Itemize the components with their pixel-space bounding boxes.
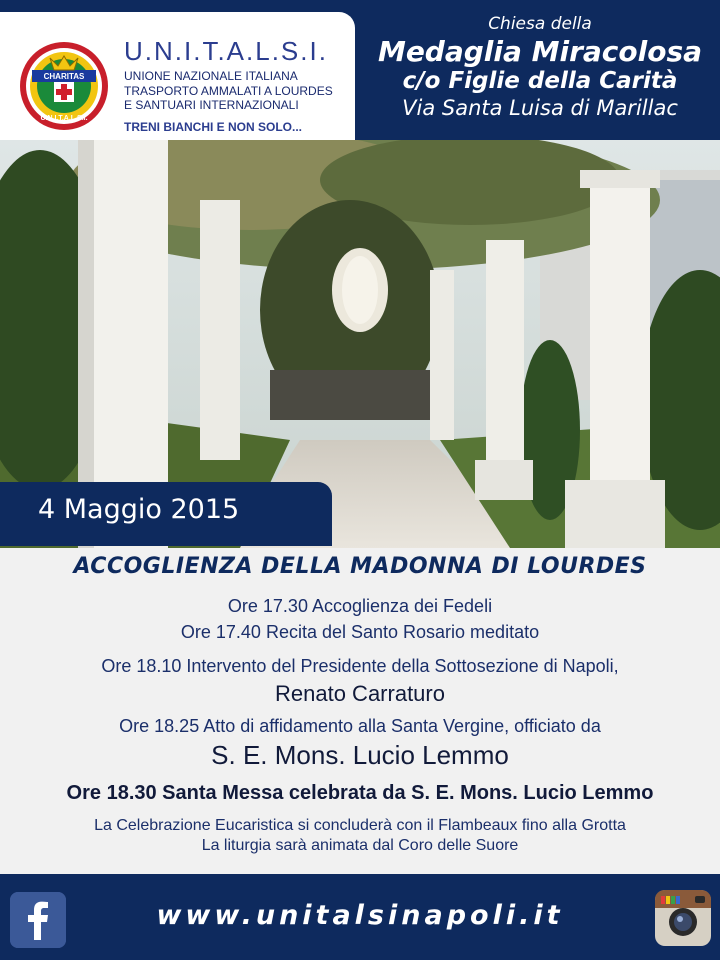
program-line-5: Ore 18.25 Atto di affidamento alla Santa Vergine, officiato da xyxy=(119,716,601,736)
instagram-glyph xyxy=(655,890,711,946)
instagram-icon[interactable] xyxy=(655,890,711,946)
church-care-of: c/o Figlie della Carità xyxy=(402,68,678,94)
event-title: ACCOGLIENZA DELLA MADONNA DI LOURDES xyxy=(73,554,647,579)
logo-panel xyxy=(0,12,355,140)
org-desc-line: E SANTUARI INTERNAZIONALI xyxy=(124,98,299,112)
org-desc-line: UNIONE NAZIONALE ITALIANA xyxy=(124,69,298,83)
org-description xyxy=(124,69,349,113)
emblem-bottom-text: U.N.I.T.A.L.S.I. xyxy=(40,115,88,122)
officiant-name: S. E. Mons. Lucio Lemmo xyxy=(211,740,509,770)
event-date: 4 Maggio 2015 xyxy=(38,494,240,525)
website-link[interactable]: www.unitalsinapoli.it xyxy=(156,900,564,931)
program-line-2: Ore 17.40 Recita del Santo Rosario meditato xyxy=(180,622,540,642)
speaker-name: Renato Carraturo xyxy=(275,681,445,706)
church-name: Medaglia Miracolosa xyxy=(377,35,703,68)
church-info xyxy=(360,14,720,120)
unitalsi-emblem-icon xyxy=(18,40,110,132)
program-line-mass: Ore 18.30 Santa Messa celebrata da S. E. Mons. Lucio Lemmo xyxy=(66,782,654,804)
program-note-2: La liturgia sarà animata dal Coro delle Suore xyxy=(201,837,519,854)
org-desc-line: TRASPORTO AMMALATI A LOURDES xyxy=(124,83,333,98)
church-line-1: Chiesa della xyxy=(488,14,592,34)
program-line-1: Ore 17.30 Accoglienza dei Fedeli xyxy=(227,596,493,616)
program-line-3: Ore 18.10 Intervento del Presidente della Sottosezione di Napoli, xyxy=(101,656,619,676)
org-name: U.N.I.T.A.L.S.I. xyxy=(124,36,328,66)
org-tagline: TRENI BIANCHI E NON SOLO... xyxy=(124,120,303,134)
program-note-1: La Celebrazione Eucaristica si concluderà con il Flambeaux fino alla Grotta xyxy=(94,817,626,834)
church-address: Via Santa Luisa di Marillac xyxy=(402,96,678,120)
emblem-top-text: CHARITAS xyxy=(43,72,85,81)
